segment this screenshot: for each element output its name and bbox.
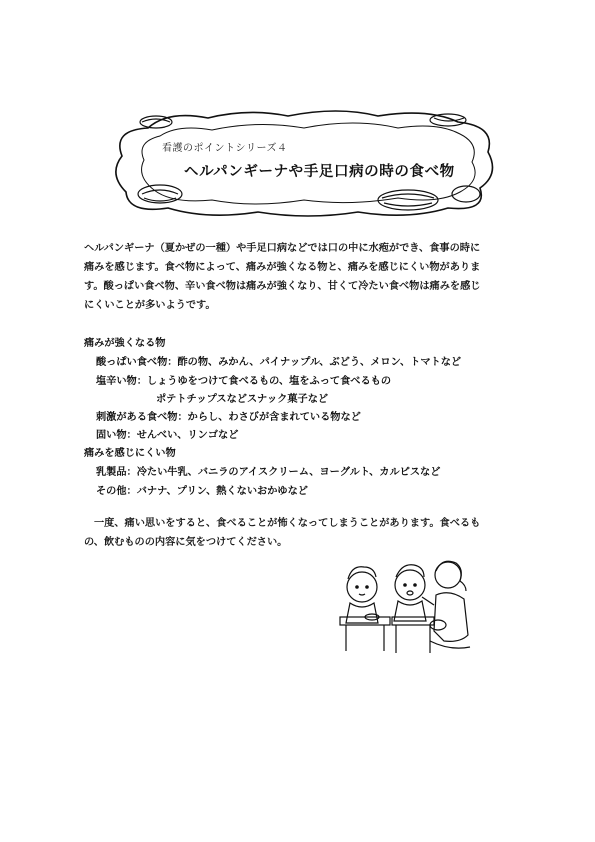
weak-pain-heading: 痛みを感じにくい物	[84, 448, 176, 459]
weak-pain-item: その他：バナナ、プリン、熱くないおかゆなど	[96, 486, 308, 497]
strong-pain-item: 塩辛い物：しょうゆをつけて食べるもの、塩をふって食べるもの	[96, 376, 392, 387]
closing-line: 一度、痛い思いをすると、食べることが怖くなってしまうことがあります。食べるも	[94, 518, 481, 529]
series-title: 看護のポイントシリーズ４	[162, 143, 288, 154]
closing-paragraph	[84, 514, 480, 552]
strong-pain-heading: 痛みが強くなる物	[84, 338, 166, 349]
strong-pain-item: 固い物：せんべい、リンゴなど	[96, 430, 239, 441]
strong-pain-item: ポテトチップスなどスナック菓子など	[156, 394, 329, 405]
children-eating-illustration	[330, 555, 480, 660]
weak-pain-item: 乳製品：冷たい牛乳、バニラのアイスクリーム、ヨーグルト、カルピスなど	[96, 467, 441, 478]
intro-line: す。酸っぱい食べ物、辛い食べ物は痛みが強くなり、甘くて冷たい食べ物は痛みを感じ	[84, 281, 481, 292]
intro-line: にくいことが多いようです。	[84, 300, 216, 311]
intro-paragraph	[84, 239, 481, 315]
page-title: ヘルパンギーナや手足口病の時の食べ物	[184, 164, 455, 180]
closing-line: の、飲むものの内容に気をつけてください。	[84, 537, 288, 548]
children-eating-icon	[330, 555, 480, 660]
strong-pain-item: 酸っぱい食べ物：酢の物、みかん、パイナップル、ぶどう、メロン、トマトなど	[96, 357, 462, 368]
intro-line: ヘルパンギーナ（夏かぜの一種）や手足口病などでは口の中に水疱ができ、食事の時に	[84, 243, 481, 254]
strong-pain-item: 刺激がある食べ物：からし、わさびが含まれている物など	[96, 412, 361, 423]
intro-line: 痛みを感じます。食べ物によって、痛みが強くなる物と、痛みを感じにくい物がありま	[84, 262, 481, 273]
